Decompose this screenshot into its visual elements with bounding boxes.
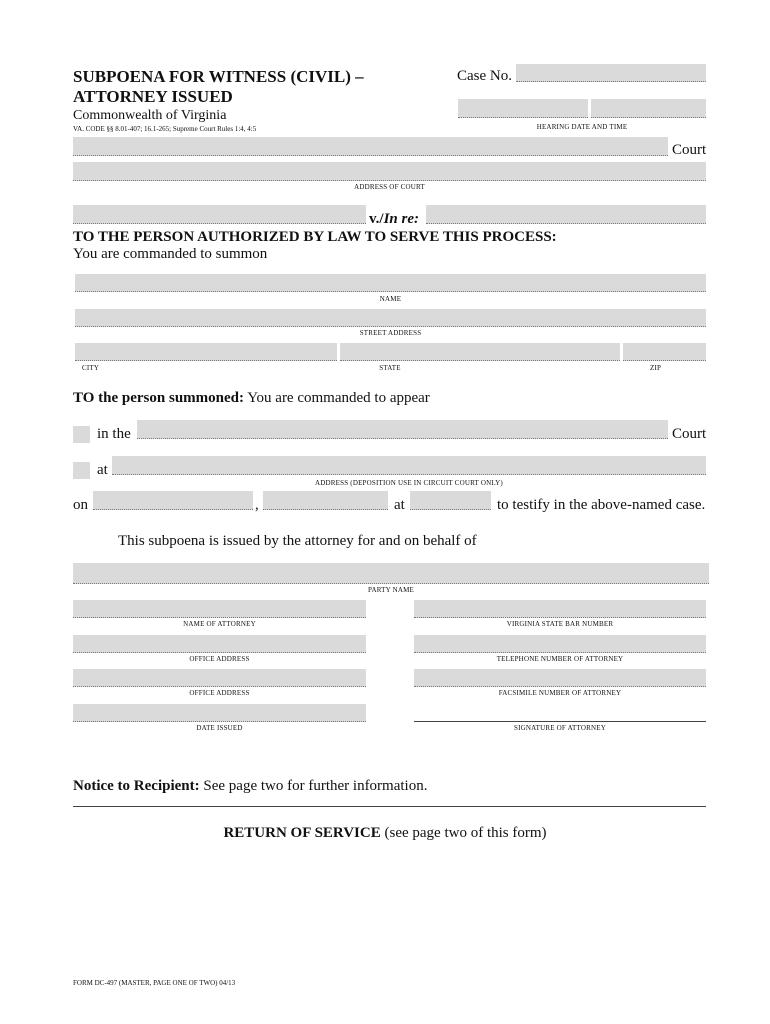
- date-issued-field[interactable]: [73, 704, 366, 722]
- state-caption: STATE: [379, 364, 401, 372]
- appear-court-label: Court: [672, 426, 707, 442]
- zip-field[interactable]: [623, 343, 706, 361]
- jurisdiction: Commonwealth of Virginia: [73, 108, 227, 123]
- party-name-field[interactable]: [73, 563, 709, 584]
- court-label: Court: [672, 142, 707, 158]
- in-the-label: in the: [97, 426, 131, 442]
- court-address-field[interactable]: [73, 162, 706, 181]
- fax-caption: FACSIMILE NUMBER OF ATTORNEY: [498, 689, 622, 697]
- at-time-label: at: [394, 497, 405, 513]
- case-no-label: Case No.: [457, 68, 512, 84]
- attorney-name-field[interactable]: [73, 600, 366, 618]
- office-address-field-1[interactable]: [73, 635, 366, 653]
- street-address-field[interactable]: [75, 309, 706, 327]
- at-address-checkbox[interactable]: [73, 462, 90, 479]
- appear-time-field[interactable]: [410, 491, 491, 510]
- versus-label: v./In re:: [369, 211, 420, 227]
- defendant-field[interactable]: [426, 205, 706, 224]
- deposition-address-caption: ADDRESS (DEPOSITION USE IN CIRCUIT COURT ONLY): [315, 479, 503, 487]
- form-title-line-2: ATTORNEY ISSUED: [73, 87, 233, 106]
- code-reference: VA. CODE §§ 8.01-407; 16.1-265; Supreme Court Rules 1:4, 4:5: [73, 125, 257, 133]
- office-address-field-2[interactable]: [73, 669, 366, 687]
- signature-line[interactable]: [414, 704, 706, 722]
- in-court-checkbox[interactable]: [73, 426, 90, 443]
- appear-day-field[interactable]: [263, 491, 388, 510]
- comma: ,: [255, 497, 259, 513]
- party-name-caption: PARTY NAME: [368, 586, 414, 594]
- street-address-caption: STREET ADDRESS: [359, 329, 422, 337]
- at-label: at: [97, 462, 108, 478]
- telephone-caption: TELEPHONE NUMBER OF ATTORNEY: [496, 655, 624, 663]
- date-issued-caption: DATE ISSUED: [196, 724, 243, 732]
- office-address-caption-1: OFFICE ADDRESS: [189, 655, 250, 663]
- divider-line: [73, 806, 706, 807]
- issued-statement: This subpoena is issued by the attorney for and on behalf of: [118, 533, 477, 549]
- case-number-field[interactable]: [516, 64, 706, 82]
- notice-to-recipient: Notice to Recipient: See page two for further information.: [73, 778, 428, 794]
- hearing-date-caption: HEARING DATE AND TIME: [536, 123, 628, 131]
- summoned-heading: TO the person summoned: You are commanded to appear: [73, 390, 430, 406]
- office-address-caption-2: OFFICE ADDRESS: [189, 689, 250, 697]
- hearing-time-field[interactable]: [591, 99, 706, 118]
- city-caption: CITY: [82, 364, 100, 372]
- witness-name-field[interactable]: [75, 274, 706, 292]
- testify-text: to testify in the above-named case.: [497, 497, 706, 513]
- plaintiff-field[interactable]: [73, 205, 366, 224]
- court-name-field[interactable]: [73, 137, 668, 156]
- on-label: on: [73, 497, 88, 513]
- appear-date-field[interactable]: [93, 491, 253, 510]
- zip-caption: ZIP: [650, 364, 662, 372]
- court-address-caption: ADDRESS OF COURT: [354, 183, 425, 191]
- signature-caption: SIGNATURE OF ATTORNEY: [514, 724, 606, 732]
- bar-number-caption: VIRGINIA STATE BAR NUMBER: [506, 620, 614, 628]
- form-id: FORM DC-497 (MASTER, PAGE ONE OF TWO) 04/13: [73, 979, 236, 987]
- bar-number-field[interactable]: [414, 600, 706, 618]
- form-title-line-1: SUBPOENA FOR WITNESS (CIVIL) –: [73, 67, 364, 86]
- name-caption: NAME: [379, 295, 402, 303]
- serve-command: You are commanded to summon: [73, 246, 268, 262]
- attorney-name-caption: NAME OF ATTORNEY: [183, 620, 256, 628]
- telephone-field[interactable]: [414, 635, 706, 653]
- state-field[interactable]: [340, 343, 620, 361]
- serve-heading: TO THE PERSON AUTHORIZED BY LAW TO SERVE THIS PROCESS:: [73, 229, 557, 245]
- hearing-date-field[interactable]: [458, 99, 588, 118]
- appear-court-field[interactable]: [137, 420, 668, 439]
- city-field[interactable]: [75, 343, 337, 361]
- deposition-address-field[interactable]: [112, 456, 706, 475]
- fax-field[interactable]: [414, 669, 706, 687]
- return-of-service-heading: RETURN OF SERVICE (see page two of this form): [223, 825, 547, 841]
